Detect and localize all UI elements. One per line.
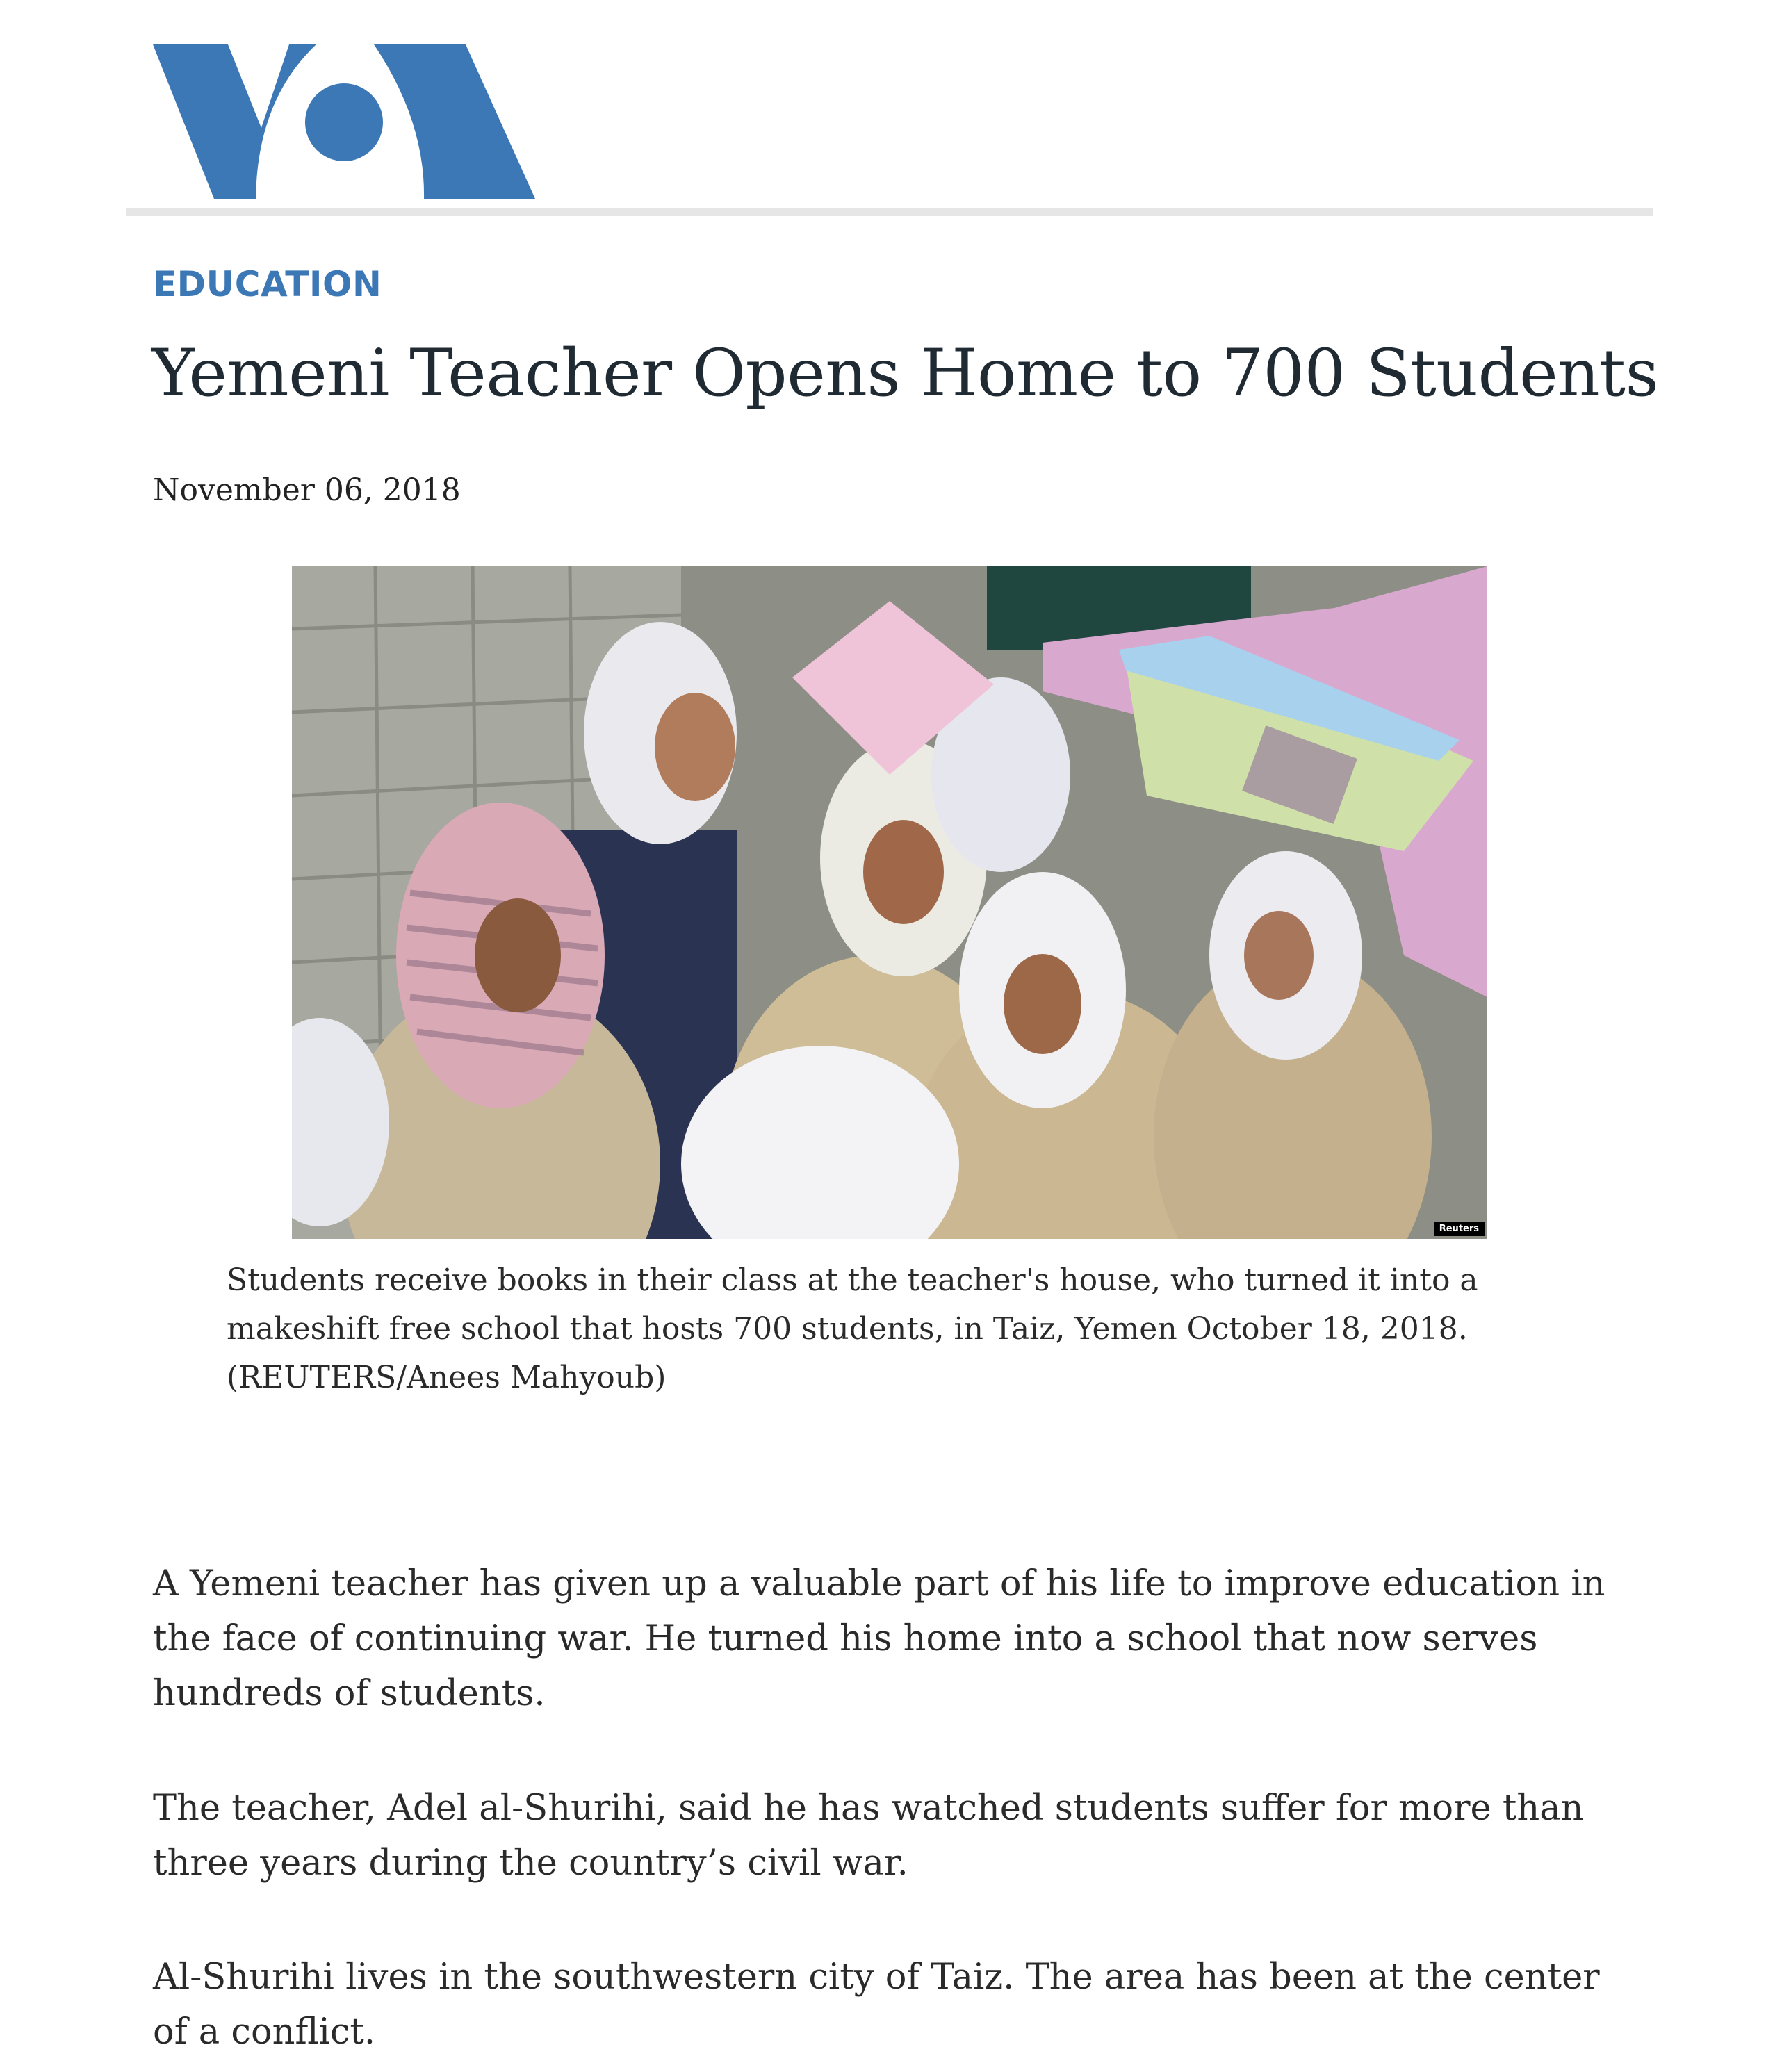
article-photo: [292, 566, 1487, 1239]
article-title: Yemeni Teacher Opens Home to 700 Students: [152, 336, 1659, 411]
voa-logo[interactable]: [153, 44, 535, 199]
category-link[interactable]: EDUCATION: [153, 264, 382, 304]
photo-credit-badge: Reuters: [1434, 1222, 1485, 1236]
header-divider: [126, 208, 1653, 216]
photo-caption: Students receive books in their class at the teacher's house, who turned it into a makeshift free school that hosts 700 students, in Taiz, Yemen October 18, 2018. (REUTERS/Anees Mahyoub): [227, 1263, 1478, 1395]
publish-date: November 06, 2018: [153, 472, 461, 508]
article-paragraph: A Yemeni teacher has given up a valuable part of his life to improve education in the face of continuing war. He turned his home into a school that now serves hundreds of students.: [153, 1563, 1605, 1714]
article-paragraph: The teacher, Adel al-Shurihi, said he has watched students suffer for more than three years during the country’s civil war.: [153, 1788, 1584, 1884]
article-paragraph: Al-Shurihi lives in the southwestern city of Taiz. The area has been at the center of a conflict.: [153, 1957, 1600, 2053]
